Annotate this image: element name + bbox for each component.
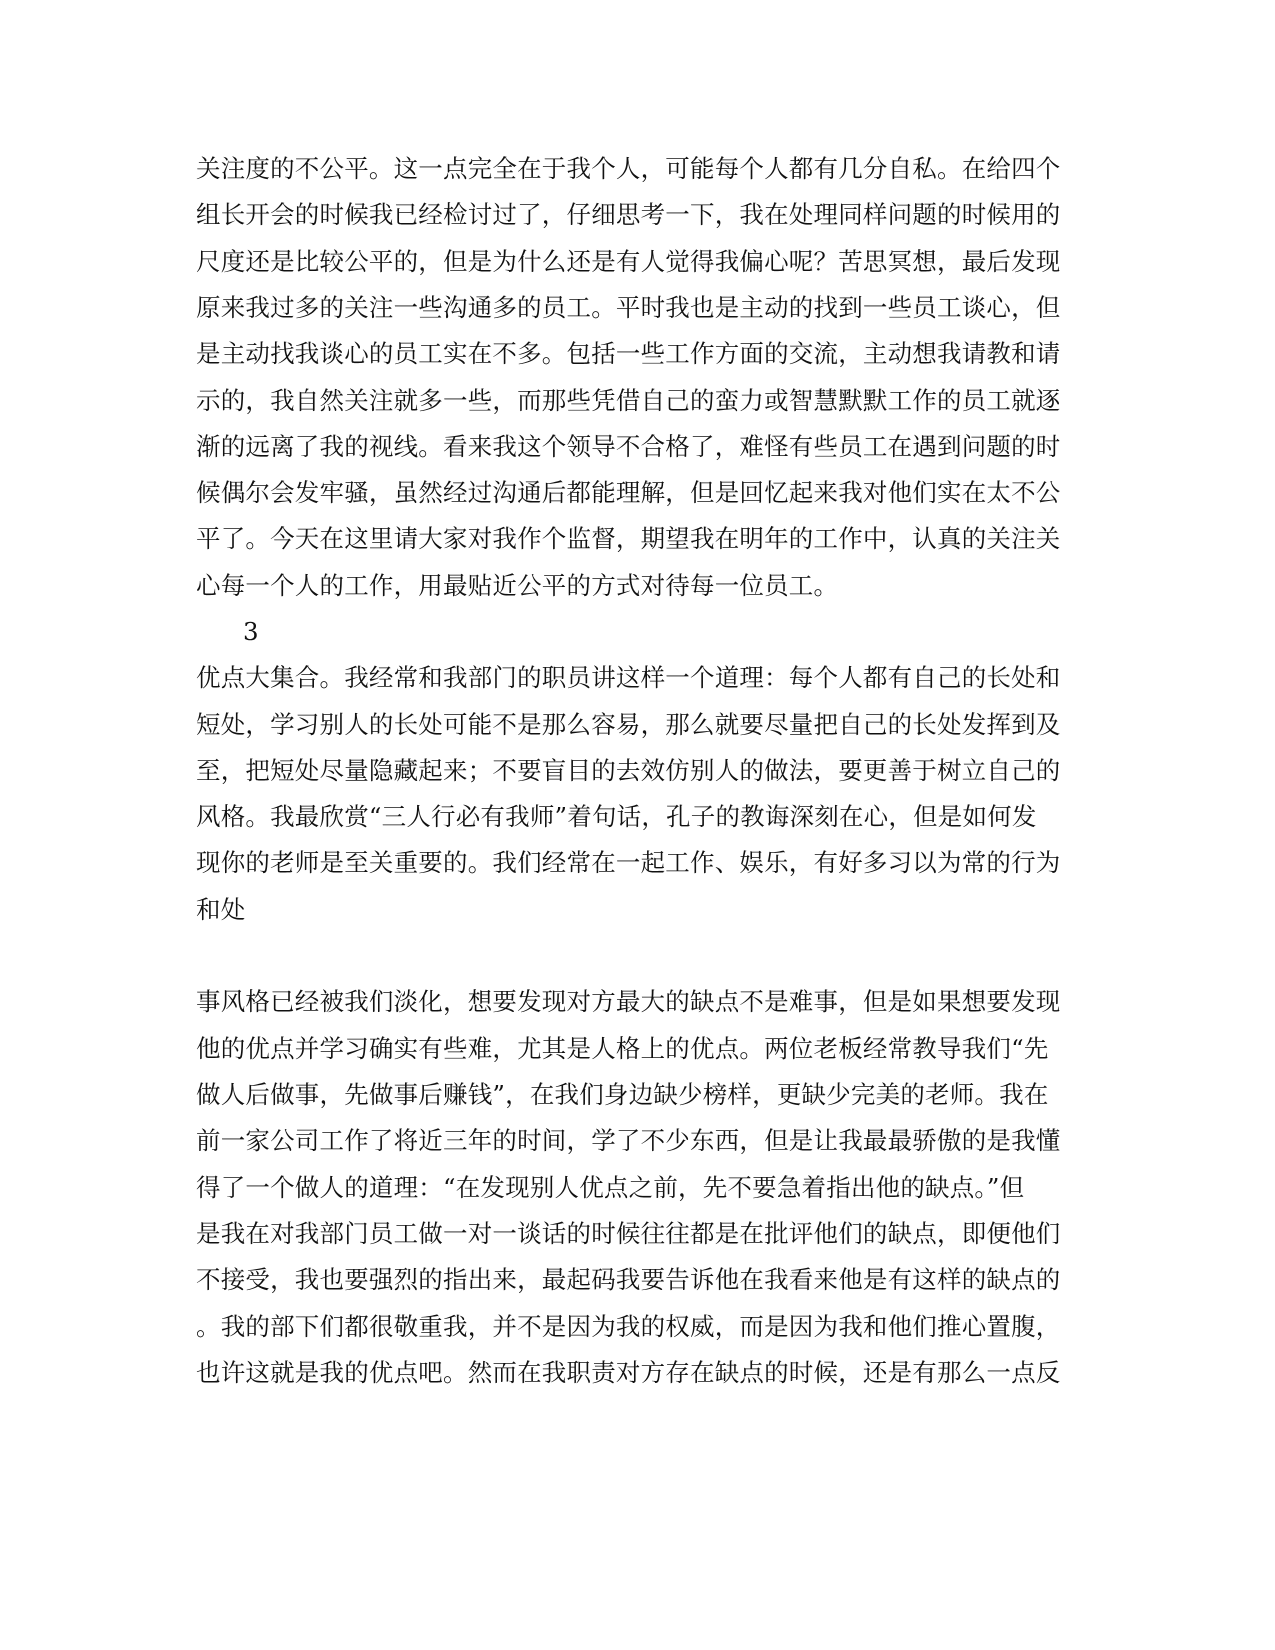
paragraph-1-line: 组长开会的时候我已经检讨过了，仔细思考一下，我在处理同样问题的时候用的 [196, 200, 1061, 229]
paragraph-3-line: 得了一个做人的道理：“在发现别人优点之前，先不要急着指出他的缺点。”但 [196, 1173, 1025, 1202]
paragraph-2-line: 现你的老师是至关重要的。我们经常在一起工作、娱乐，有好多习以为常的行为 [196, 848, 1061, 877]
paragraph-3-line: 事风格已经被我们淡化，想要发现对方最大的缺点不是难事，但是如果想要发现 [196, 987, 1061, 1016]
paragraph-2-line: 至，把短处尽量隐藏起来；不要盲目的去效仿别人的做法，要更善于树立自己的 [196, 756, 1061, 785]
paragraph-2-line: 优点大集合。我经常和我部门的职员讲这样一个道理：每个人都有自己的长处和 [196, 663, 1061, 692]
paragraph-1-line: 心每一个人的工作，用最贴近公平的方式对待每一位员工。 [196, 571, 839, 600]
paragraph-1-line: 是主动找我谈心的员工实在不多。包括一些工作方面的交流，主动想我请教和请 [196, 339, 1061, 368]
paragraph-2-line: 和处 [196, 895, 246, 924]
paragraph-3-line: 他的优点并学习确实有些难，尤其是人格上的优点。两位老板经常教导我们“先 [196, 1034, 1049, 1063]
paragraph-2-line: 短处，学习别人的长处可能不是那么容易，那么就要尽量把自己的长处发挥到及 [196, 710, 1061, 739]
paragraph-3-line: 。我的部下们都很敬重我，并不是因为我的权威，而是因为我和他们推心置腹， [196, 1312, 1061, 1341]
paragraph-3-line: 前一家公司工作了将近三年的时间，学了不少东西，但是让我最最骄傲的是我懂 [196, 1126, 1061, 1155]
paragraph-1-line: 示的，我自然关注就多一些，而那些凭借自己的蛮力或智慧默默工作的员工就逐 [196, 386, 1061, 415]
paragraph-3-line: 做人后做事，先做事后赚钱”，在我们身边缺少榜样，更缺少完美的老师。我在 [196, 1080, 1049, 1109]
paragraph-1-line: 候偶尔会发牢骚，虽然经过沟通后都能理解，但是回忆起来我对他们实在太不公 [196, 478, 1061, 507]
paragraph-3-line: 不接受，我也要强烈的指出来，最起码我要告诉他在我看来他是有这样的缺点的 [196, 1265, 1061, 1294]
paragraph-3-line: 是我在对我部门员工做一对一谈话的时候往往都是在批评他们的缺点，即便他们 [196, 1219, 1061, 1248]
paragraph-1-line: 平了。今天在这里请大家对我作个监督，期望我在明年的工作中，认真的关注关 [196, 524, 1061, 553]
section-number: 3 [243, 617, 259, 646]
paragraph-1-line: 原来我过多的关注一些沟通多的员工。平时我也是主动的找到一些员工谈心，但 [196, 293, 1061, 322]
paragraph-2-line: 风格。我最欣赏“三人行必有我师”着句话，孔子的教诲深刻在心，但是如何发 [196, 802, 1037, 831]
paragraph-3-line: 也许这就是我的优点吧。然而在我职责对方存在缺点的时候，还是有那么一点反 [196, 1358, 1061, 1387]
paragraph-1-line: 尺度还是比较公平的，但是为什么还是有人觉得我偏心呢？苦思冥想，最后发现 [196, 247, 1061, 276]
paragraph-1-line: 关注度的不公平。这一点完全在于我个人，可能每个人都有几分自私。在给四个 [196, 154, 1061, 183]
paragraph-1-line: 渐的远离了我的视线。看来我这个领导不合格了，难怪有些员工在遇到问题的时 [196, 432, 1061, 461]
